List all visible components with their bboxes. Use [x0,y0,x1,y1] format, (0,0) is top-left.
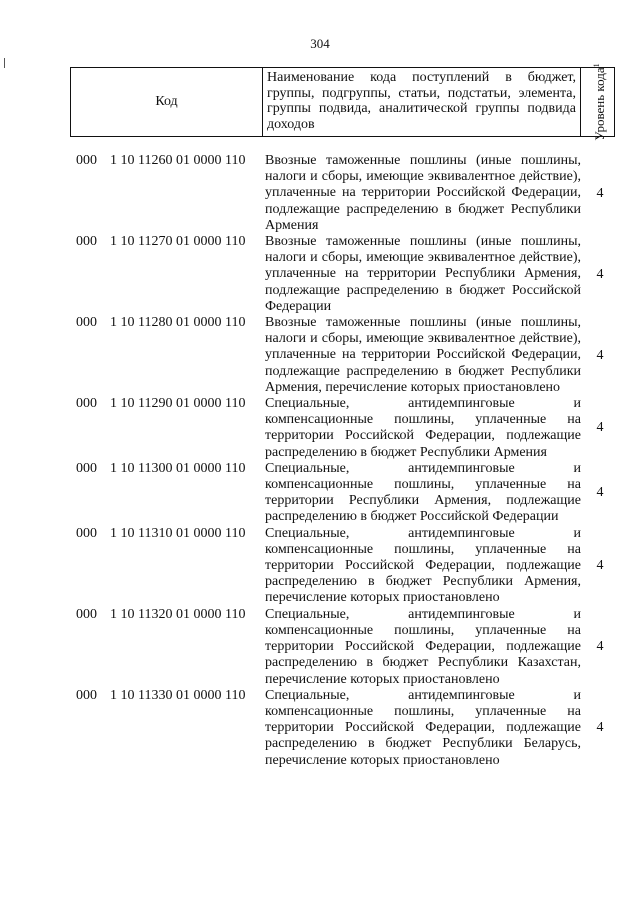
row-prefix: 000 [76,525,97,541]
page-number: 304 [310,36,330,51]
row-level: 4 [596,639,604,655]
row-prefix: 000 [76,606,97,622]
row-name: Ввозные таможенные пошлины (иные пошлины, налоги и сборы, имеющие эквивалентное действие), уплаченные на территории Российской Федерации, подлежащие распределению в бюджет Республики Армения [265,153,581,233]
table-row [0,153,640,234]
table-row [0,688,640,769]
row-code: 1 10 11310 01 0000 110 [110,525,246,541]
table-row [0,526,640,607]
header-code: Код [71,68,263,136]
table-row [0,315,640,396]
row-prefix: 000 [76,460,97,476]
row-level: 4 [596,347,604,363]
row-name: Специальные, антидемпинговые и компенсационные пошлины, уплаченные на территории Российской Федерации, подлежащие распределению в бюджет Республики Армения [265,396,581,460]
row-name: Специальные, антидемпинговые и компенсационные пошлины, уплаченные на территории Российской Федерации, подлежащие распределению в бюджет Республики Армения, перечисление которых приостановлено [265,525,581,606]
header-name: Наименование кода поступлений в бюджет, группы, подгруппы, статьи, подстатьи, элемента, группы подвида, аналитической группы подвида доходов [262,68,581,136]
header-level [581,63,614,141]
row-code: 1 10 11330 01 0000 110 [110,687,246,703]
row-name: Специальные, антидемпинговые и компенсационные пошлины, уплаченные на территории Российской Федерации, подлежащие распределению в бюджет Республики Казахстан, перечисление которых приостановлено [265,606,581,687]
row-code: 1 10 11320 01 0000 110 [110,606,246,622]
row-level: 4 [596,485,604,501]
table-row [0,396,640,461]
table-body [0,153,640,769]
row-code: 1 10 11260 01 0000 110 [110,153,246,168]
row-level: 4 [596,720,604,736]
row-prefix: 000 [76,315,97,331]
header-level-label: Уровень кода [591,67,607,141]
row-prefix: 000 [76,234,97,250]
table-row [0,607,640,688]
row-level: 4 [596,420,604,436]
row-name: Специальные, антидемпинговые и компенсационные пошлины, уплаченные на территории Российской Федерации, подлежащие распределению в бюджет Республики Беларусь, перечисление которых приостановлено [265,687,581,768]
row-level: 4 [596,558,604,574]
row-prefix: 000 [76,396,97,412]
row-code: 1 10 11300 01 0000 110 [110,460,246,476]
table-header [70,63,615,141]
row-level: 4 [596,266,604,282]
row-code: 1 10 11270 01 0000 110 [110,234,246,250]
row-code: 1 10 11280 01 0000 110 [110,315,246,331]
row-code: 1 10 11290 01 0000 110 [110,396,246,412]
row-name: Ввозные таможенные пошлины (иные пошлины, налоги и сборы, имеющие эквивалентное действие), уплаченные на территории Республики Армения, подлежащие распределению в бюджет Российской Федерации [265,234,581,314]
margin-mark [4,58,5,68]
row-name: Ввозные таможенные пошлины (иные пошлины, налоги и сборы, имеющие эквивалентное действие), уплаченные на территории Российской Федерации, подлежащие распределению в бюджет Республики Армения, перечисление которых приостановлено [265,315,581,395]
table-row [0,234,640,315]
header-level-note: 1 [591,63,601,68]
header-level-text [589,63,605,140]
row-name: Специальные, антидемпинговые и компенсационные пошлины, уплаченные на территории Республики Армения, подлежащие распределению в бюджет Российской Федерации [265,460,581,525]
table-row [0,461,640,526]
row-prefix: 000 [76,153,97,168]
row-prefix: 000 [76,687,97,703]
row-level: 4 [596,185,604,201]
